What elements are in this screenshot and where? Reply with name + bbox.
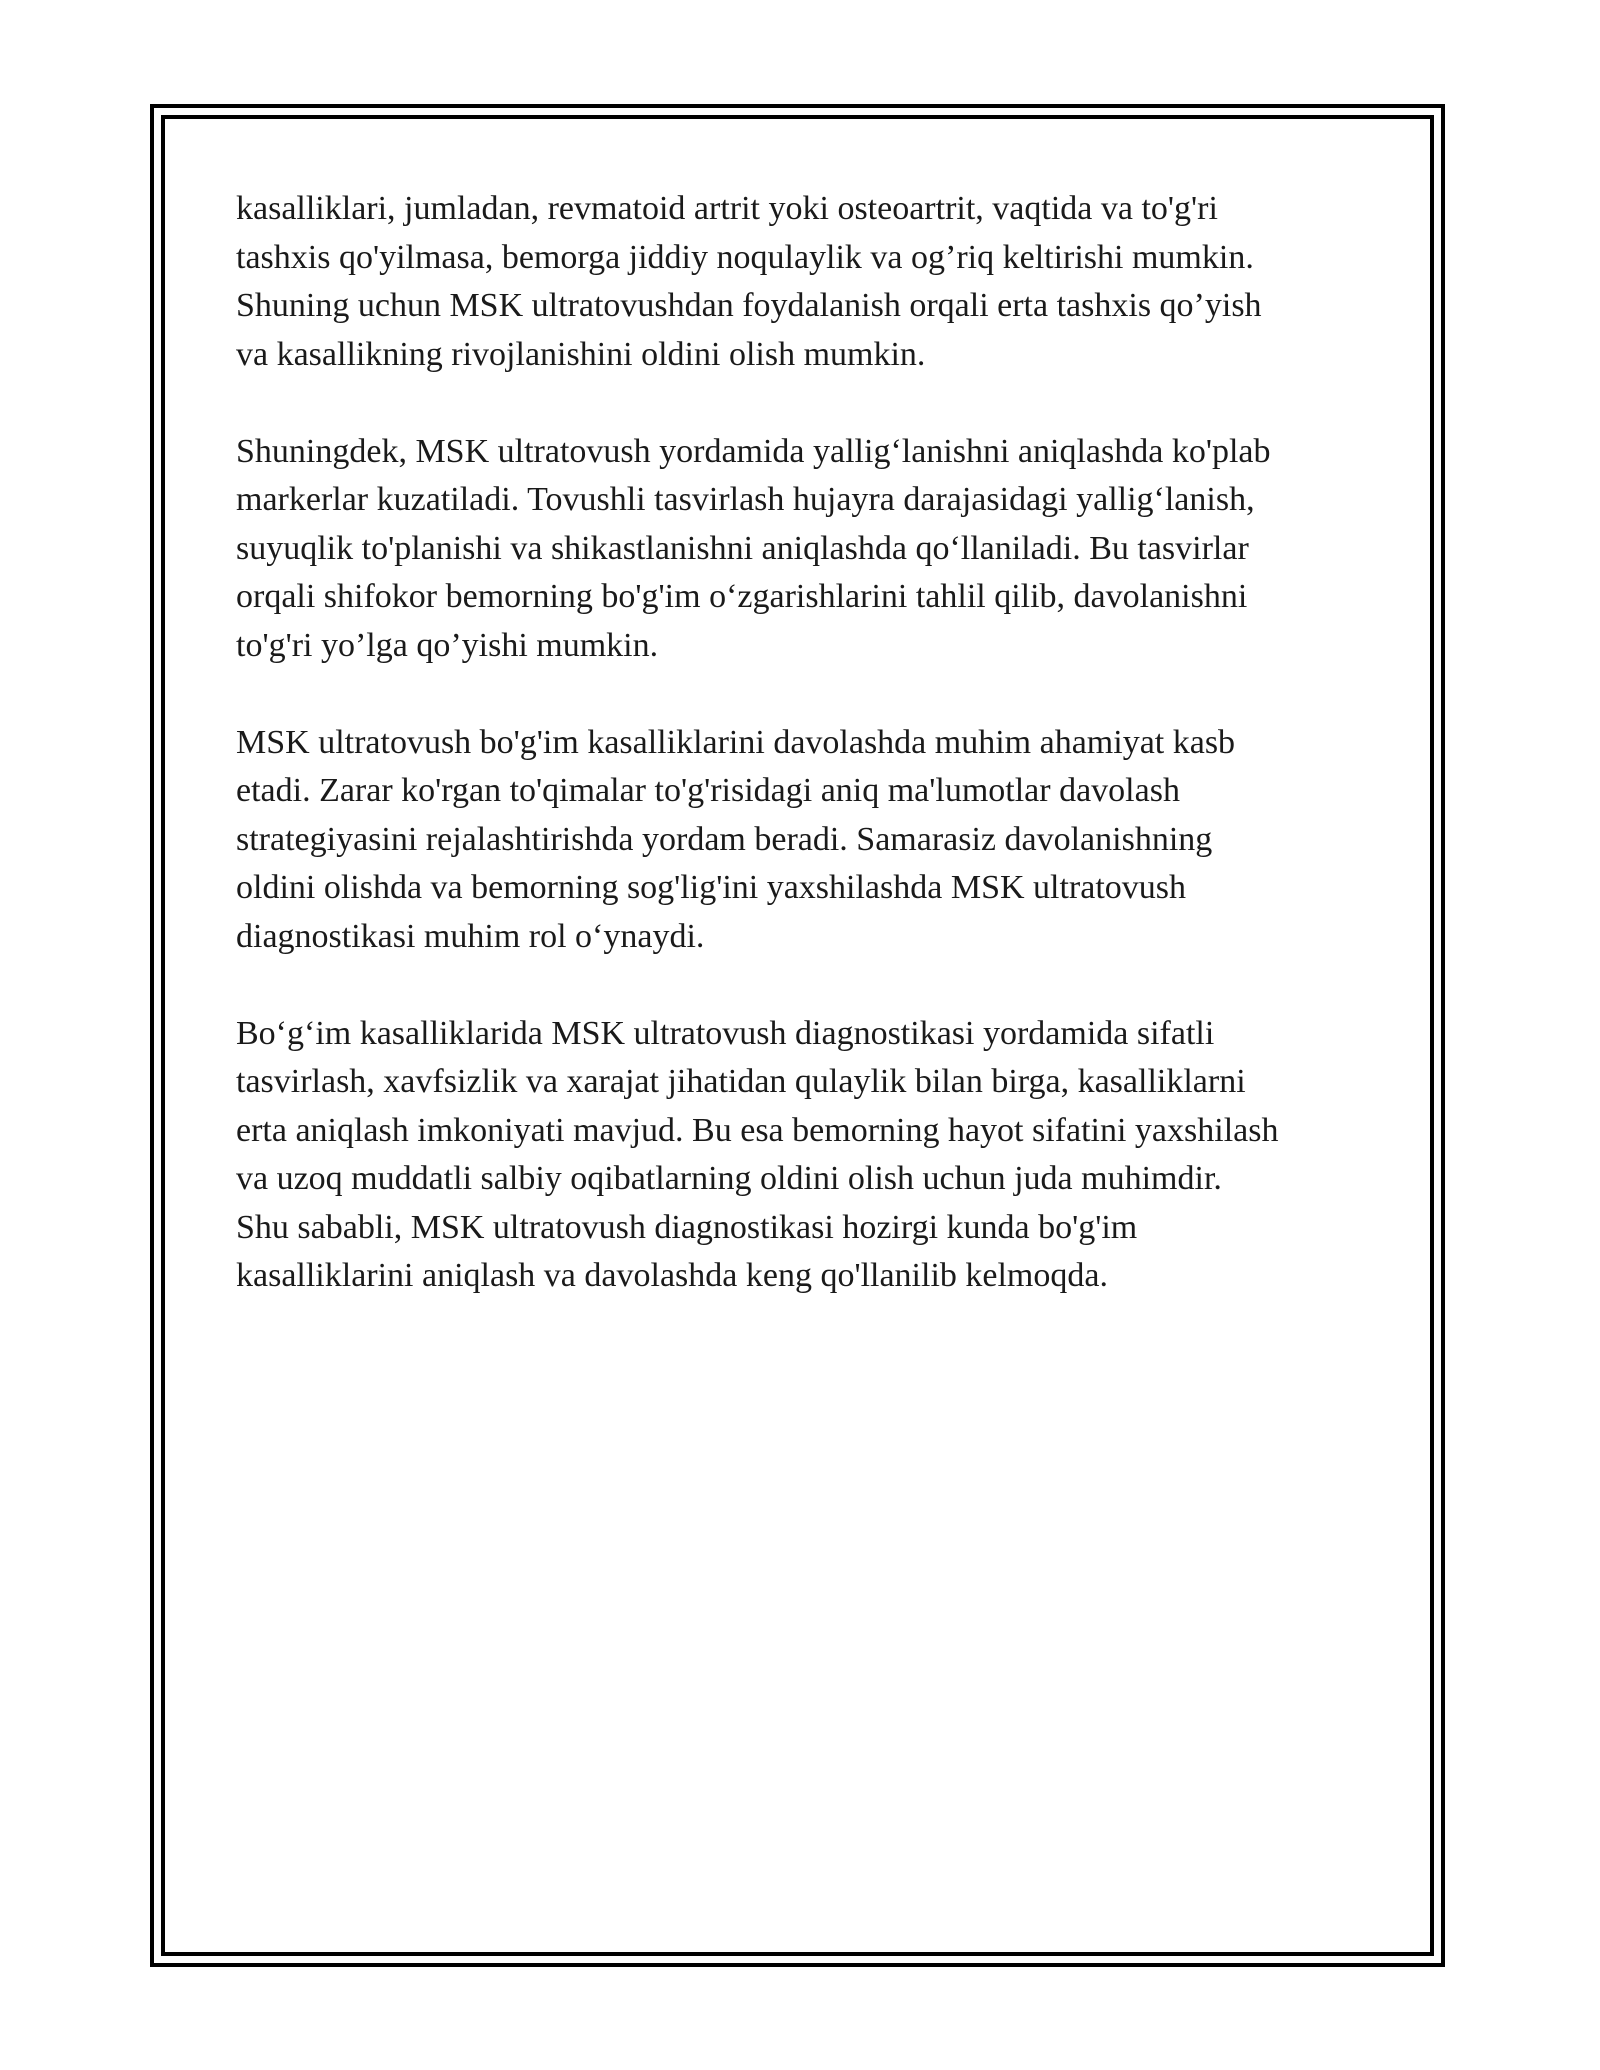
text-line: to'g'ri yo’lga qo’yishi mumkin. [236,626,659,664]
text-line: Shuningdek, MSK ultratovush yordamida yallig‘lanishni aniqlashda ko'plab [236,432,1271,470]
text-line: erta aniqlash imkoniyati mavjud. Bu esa bemorning hayot sifatini yaxshilash [236,1111,1279,1149]
text-line: tasvirlash, xavfsizlik va xarajat jihatidan qulaylik bilan birga, kasalliklarni [236,1063,1246,1100]
text-line: markerlar kuzatiladi. Tovushli tasvirlash hujayra darajasidagi yallig‘lanish, [236,481,1255,518]
text-line: kasalliklari, jumladan, revmatoid artrit yoki osteoartrit, vaqtida va to'g'ri [236,190,1218,227]
text-line: Bo‘g‘im kasalliklarida MSK ultratovush diagnostikasi yordamida sifatli [236,1014,1215,1052]
text-line: etadi. Zarar ko'rgan to'qimalar to'g'risidagi aniq ma'lumotlar davolash [236,772,1180,809]
text-line: strategiyasini rejalashtirishda yordam beradi. Samarasiz davolanishning [236,820,1213,858]
text-line: MSK ultratovush bo'g'im kasalliklarini davolashda muhim ahamiyat kasb [236,723,1236,761]
text-line: kasalliklarini aniqlash va davolashda keng qo'llanilib kelmoqda. [236,1257,1108,1294]
text-line: oldini olishda va bemorning sog'lig'ini yaxshilashda MSK ultratovush [236,869,1187,906]
paragraph [236,428,1376,671]
paragraph [236,185,1376,379]
text-line: tashxis qo'yilmasa, bemorga jiddiy noqulaylik va og’riq keltirishi mumkin. [236,238,1254,276]
paragraph [236,1010,1376,1301]
text-line: va kasallikning rivojlanishini oldini olish mumkin. [236,335,926,373]
text-line: diagnostikasi muhim rol o‘ynaydi. [236,917,705,955]
paragraph [236,719,1376,962]
text-line: va uzoq muddatli salbiy oqibatlarning oldini olish uchun juda muhimdir. [236,1160,1222,1197]
document-body [236,185,1376,1349]
text-line: Shu sababli, MSK ultratovush diagnostikasi hozirgi kunda bo'g'im [236,1208,1138,1246]
text-line: Shuning uchun MSK ultratovushdan foydalanish orqali erta tashxis qo’yish [236,287,1262,324]
text-line: suyuqlik to'planishi va shikastlanishni aniqlashda qo‘llaniladi. Bu tasvirlar [236,529,1249,567]
text-line: orqali shifokor bemorning bo'g'im o‘zgarishlarini tahlil qilib, davolanishni [236,578,1248,615]
